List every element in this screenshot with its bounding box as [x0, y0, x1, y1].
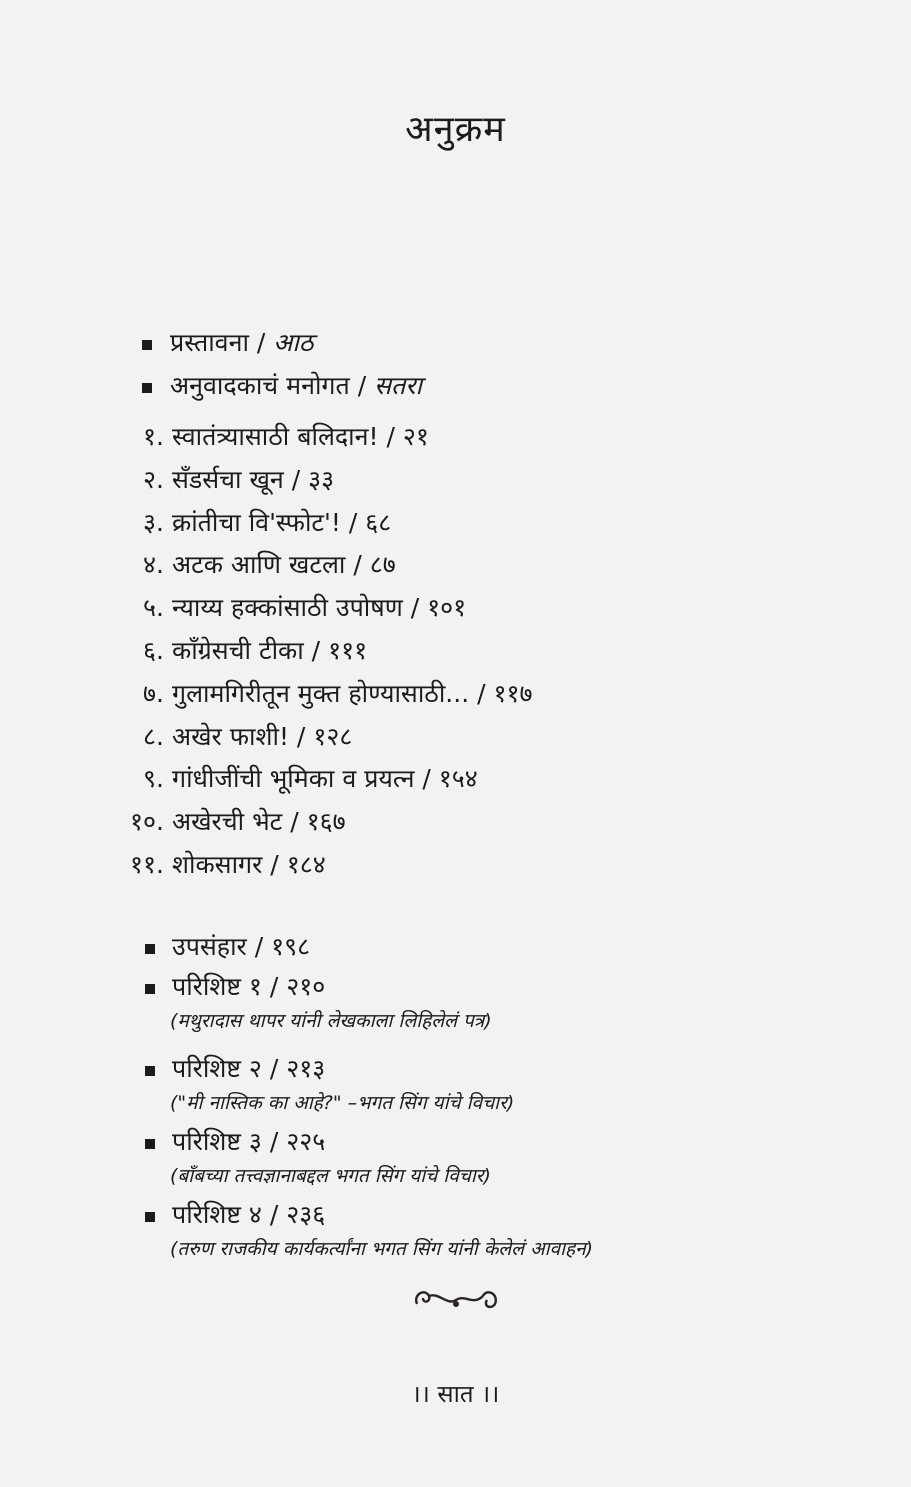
entry-page: १११: [328, 636, 368, 665]
entry-label: सँडर्सचा खून: [172, 464, 284, 494]
page-title: अनुक्रम: [405, 109, 506, 150]
bullet-icon: [145, 944, 155, 954]
entry-page: १९८: [271, 932, 311, 961]
entry-page: २१: [402, 422, 429, 451]
chapter-number: ११.: [130, 850, 164, 879]
entry-page: १२८: [313, 721, 353, 751]
chapter-number: १.: [143, 422, 164, 451]
entry-page: २३६: [286, 1200, 326, 1229]
entry-label: परिशिष्ट ४: [172, 1200, 262, 1229]
chapter-number: ९.: [143, 764, 164, 794]
entry-page: ११७: [493, 678, 533, 708]
entry-label: परिशिष्ट २: [172, 1054, 262, 1083]
entry-page: ३३: [308, 464, 335, 494]
entry-label: शोकसागर: [172, 850, 263, 879]
entry-page: २१०: [286, 972, 326, 1001]
entry-page: २१३: [286, 1054, 326, 1083]
entry-page: १५४: [438, 764, 478, 794]
chapter-number: १०.: [130, 807, 164, 837]
bullet-icon: [145, 1212, 155, 1222]
chapter-number: ३.: [143, 507, 164, 537]
bullet-icon: [142, 383, 152, 393]
bullet-icon: [145, 1066, 155, 1076]
entry-subtitle: (मथुरादास थापर यांनी लेखकाला लिहिलेलं पत्र): [170, 1010, 492, 1032]
chapter-number: ५.: [143, 593, 164, 623]
entry-label: परिशिष्ट १: [172, 972, 262, 1001]
entry-label: अखेरची भेट: [172, 807, 283, 837]
entry-label: परिशिष्ट ३: [172, 1127, 262, 1156]
entry-page: २२५: [286, 1127, 326, 1156]
toc-page: अनुक्रम प्रस्तावना / आठ अनुवादकाचं मनोगत / सतरा १. स्वातंत्र्यासाठी बलिदान! / २१ २. सँडर्सचा खून / ३३ ३. क्रांतीचा वि'स्फोट'! / ६८ ४. अटक आणि खटला / ८७ ५. न्याय्य हक्कांसाठी उपोषण / १०१ ६. काँग्रेसची टीका / १११ ७. गुलामगिरीतून मुक्त होण्यासाठी... / ११७ ८. अखेर फाशी! / १२८ ९. गांधीजींची भूमिका व प्रयत्न / १५४ १०. अखेरची भेट / १६७ ११. शोकसागर / १८४ उपसंहार / १९८ परिशिष्ट १ / २१० (मथुरादास थापर यांनी लेखकाला लिहिलेलं पत्र) परिशिष्ट २ / २१३ ("मी नास्तिक का आहे?" –भगत सिंग यांचे विचार) परिशिष्ट ३ / २२५ (बाँबच्या तत्त्वज्ञानाबद्दल भगत सिंग यांचे विचार) परिशिष्ट ४ / २३६ (तरुण राजकीय कार्यकर्त्यांना भगत सिंग यांनी केलेलं आवाहन) ।। सात ।।: [0, 0, 911, 1487]
entry-label: काँग्रेसची टीका: [172, 636, 304, 665]
entry-page: ८७: [369, 550, 396, 580]
chapter-number: ८.: [143, 721, 164, 751]
entry-subtitle: ("मी नास्तिक का आहे?" –भगत सिंग यांचे विचार): [170, 1092, 515, 1114]
entry-page: १६७: [306, 807, 346, 837]
entry-label: अटक आणि खटला: [172, 550, 346, 580]
chapter-number: ६.: [143, 636, 164, 665]
chapter-number: ७.: [143, 678, 164, 708]
entry-page: १०१: [427, 593, 467, 623]
entry-label: गुलामगिरीतून मुक्त होण्यासाठी...: [172, 678, 470, 708]
entry-label: उपसंहार: [172, 932, 247, 961]
bullet-icon: [145, 1139, 155, 1149]
entry-page: १८४: [286, 850, 326, 879]
entry-subtitle: (बाँबच्या तत्त्वज्ञानाबद्दल भगत सिंग यांचे विचार): [170, 1165, 491, 1187]
entry-subtitle: (तरुण राजकीय कार्यकर्त्यांना भगत सिंग यांनी केलेलं आवाहन): [170, 1238, 594, 1260]
chapter-number: ४.: [143, 550, 164, 580]
page-number-footer: ।। सात ।।: [411, 1380, 500, 1408]
bullet-icon: [145, 984, 155, 994]
entry-label: अनुवादकाचं मनोगत: [170, 371, 350, 400]
entry-label: प्रस्तावना: [170, 328, 249, 357]
entry-label: अखेर फाशी!: [172, 721, 289, 751]
bullet-icon: [142, 340, 152, 350]
entry-page: सतरा: [374, 371, 422, 400]
entry-page: ६८: [365, 507, 392, 537]
entry-label: क्रांतीचा वि'स्फोट'!: [172, 507, 341, 537]
entry-label: स्वातंत्र्यासाठी बलिदान!: [172, 422, 379, 451]
chapter-number: २.: [143, 464, 164, 494]
entry-label: गांधीजींची भूमिका व प्रयत्न: [172, 764, 415, 794]
entry-page: आठ: [273, 328, 314, 357]
entry-label: न्याय्य हक्कांसाठी उपोषण: [172, 593, 403, 623]
scroll-ornament-icon: [411, 1282, 501, 1316]
